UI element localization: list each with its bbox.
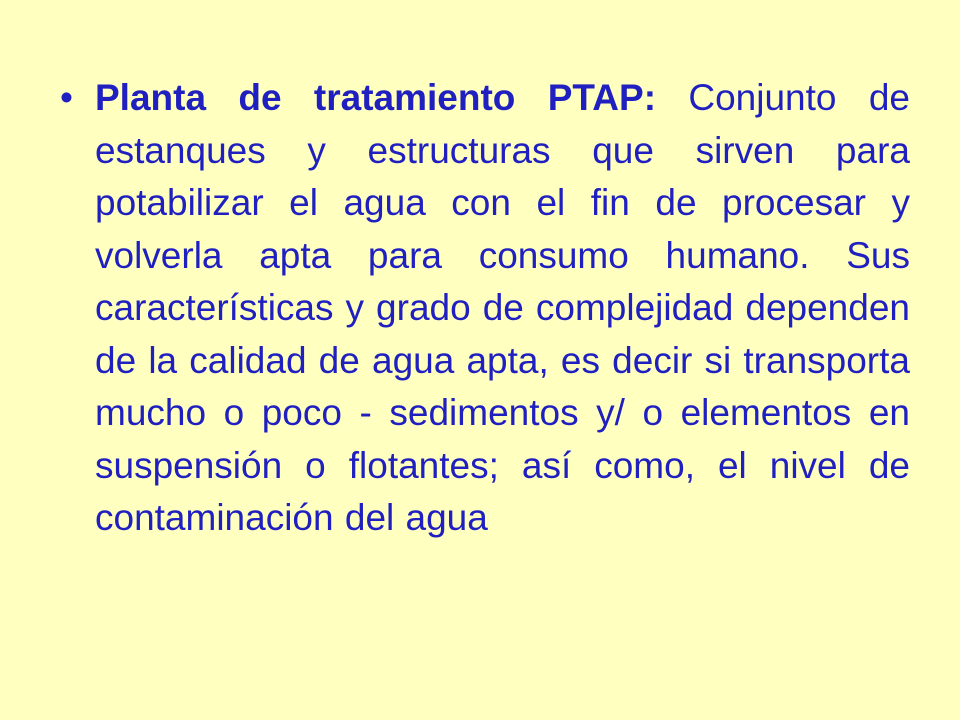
bullet-icon: •	[60, 77, 73, 118]
bullet-text	[95, 72, 910, 545]
term-definition: Conjunto de estanques y estructuras que sirven para potabilizar el agua con el fin de procesar y volverla apta para consumo humano. Sus características y grado de complejidad dependen de la calidad de agua apta, es decir si transporta mucho o poco - sedimentos y/ o elementos en suspensión o flotantes; así como, el nivel de contaminación del agua	[95, 77, 910, 538]
bullet-item	[60, 72, 910, 545]
term-heading: Planta de tratamiento PTAP:	[95, 77, 657, 118]
